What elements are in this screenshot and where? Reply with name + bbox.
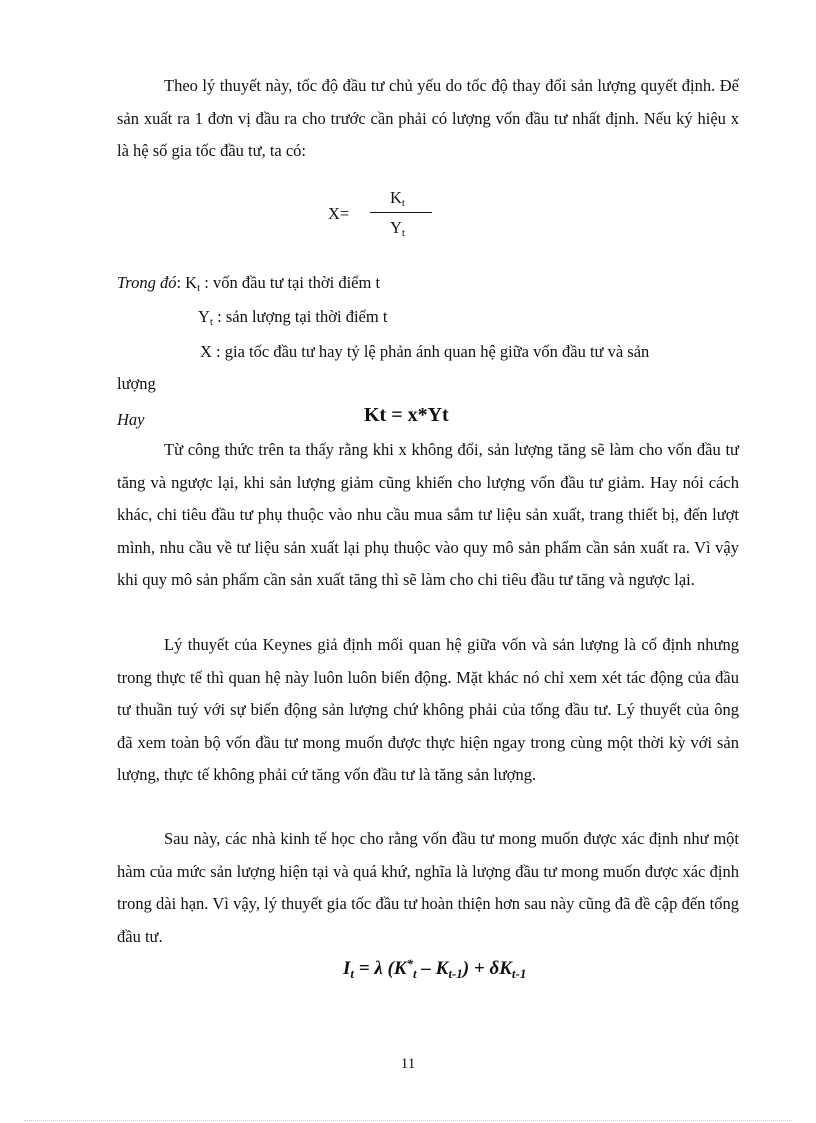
paragraph-flexible-accelerator: Sau này, các nhà kinh tế học cho rằng vốn đầu tư mong muốn được xác định như một hàm của mức sản lượng hiện tại và quá khứ, nghĩa là lượng đầu tư mong muốn được xác định trong dài hạn. Vì vậy, lý thuyết gia tốc đầu tư hoàn thiện hơn sau này cũng đã đề cập đến tổng đầu tư. [117, 829, 739, 946]
formula-denominator: $Y_t$ [390, 218, 405, 239]
definition-y: $Y_t$ : sản lượng tại thời điểm t [198, 307, 388, 328]
paragraph-keynes-critique: Lý thuyết của Keynes giả định mối quan hệ giữa vốn và sản lượng là cố định nhưng trong thực tế thì quan hệ này luôn luôn biến động. Mặt khác nó chỉ xem xét tác động của đầu tư thuần tuý với sự biến động sản lượng chứ không phải của tổng đầu tư. Lý thuyết của ông đã xem toàn bộ vốn đầu tư mong muốn được thực hiện ngay trong cùng một thời kỳ với sản lượng, thực tế không phải cứ tăng vốn đầu tư là tăng sản lượng. [117, 635, 739, 784]
definition-k: Trong đó: $K_t$ : vốn đầu tư tại thời điểm t [117, 273, 381, 294]
page-number: 11 [400, 1056, 416, 1072]
paragraph-formula-explanation: Từ công thức trên ta thấy rằng khi x không đổi, sản lượng tăng sẽ làm cho vốn đầu tư tăng và ngược lại, khi sản lượng giảm cũng khiến cho lượng vốn đầu tư giảm. Hay nói cách khác, chi tiêu đầu tư phụ thuộc vào nhu cầu mua sắm tư liệu sản xuất, trang thiết bị, đến lượt mình, nhu cầu về tư liệu sản xuất lại phụ thuộc vào quy mô sản phẩm cần sản xuất ra. Vì vậy khi quy mô sản phẩm cần sản xuất tăng thì sẽ làm cho chi tiêu đầu tư tăng và ngược lại. [117, 440, 739, 589]
fraction-bar [370, 212, 432, 213]
formula-lhs: X= [328, 204, 350, 223]
formula-investment: $I_t = \lambda$ $(K^*_t - K_{t-1}) + \delta K_{t-1}$ [343, 956, 527, 981]
page-bottom-divider [24, 1120, 792, 1121]
hay-label: Hay [117, 410, 145, 429]
formula-accelerator-ratio [328, 186, 438, 250]
definition-x: X : gia tốc đầu tư hay tỷ lệ phản ánh quan hệ giữa vốn đầu tư và sản [200, 342, 650, 361]
formula-numerator: $K_t$ [390, 188, 405, 209]
formula-kt: Kt = x*Yt [364, 404, 449, 426]
definition-x-continued: lượng [117, 374, 156, 393]
paragraph-accelerator-intro: Theo lý thuyết này, tốc độ đầu tư chủ yếu do tốc độ thay đổi sản lượng quyết định. Để sản xuất ra 1 đơn vị đầu ra cho trước cần phải có lượng vốn đầu tư nhất định. Nếu ký hiệu x là hệ số gia tốc đầu tư, ta có: [117, 76, 739, 160]
